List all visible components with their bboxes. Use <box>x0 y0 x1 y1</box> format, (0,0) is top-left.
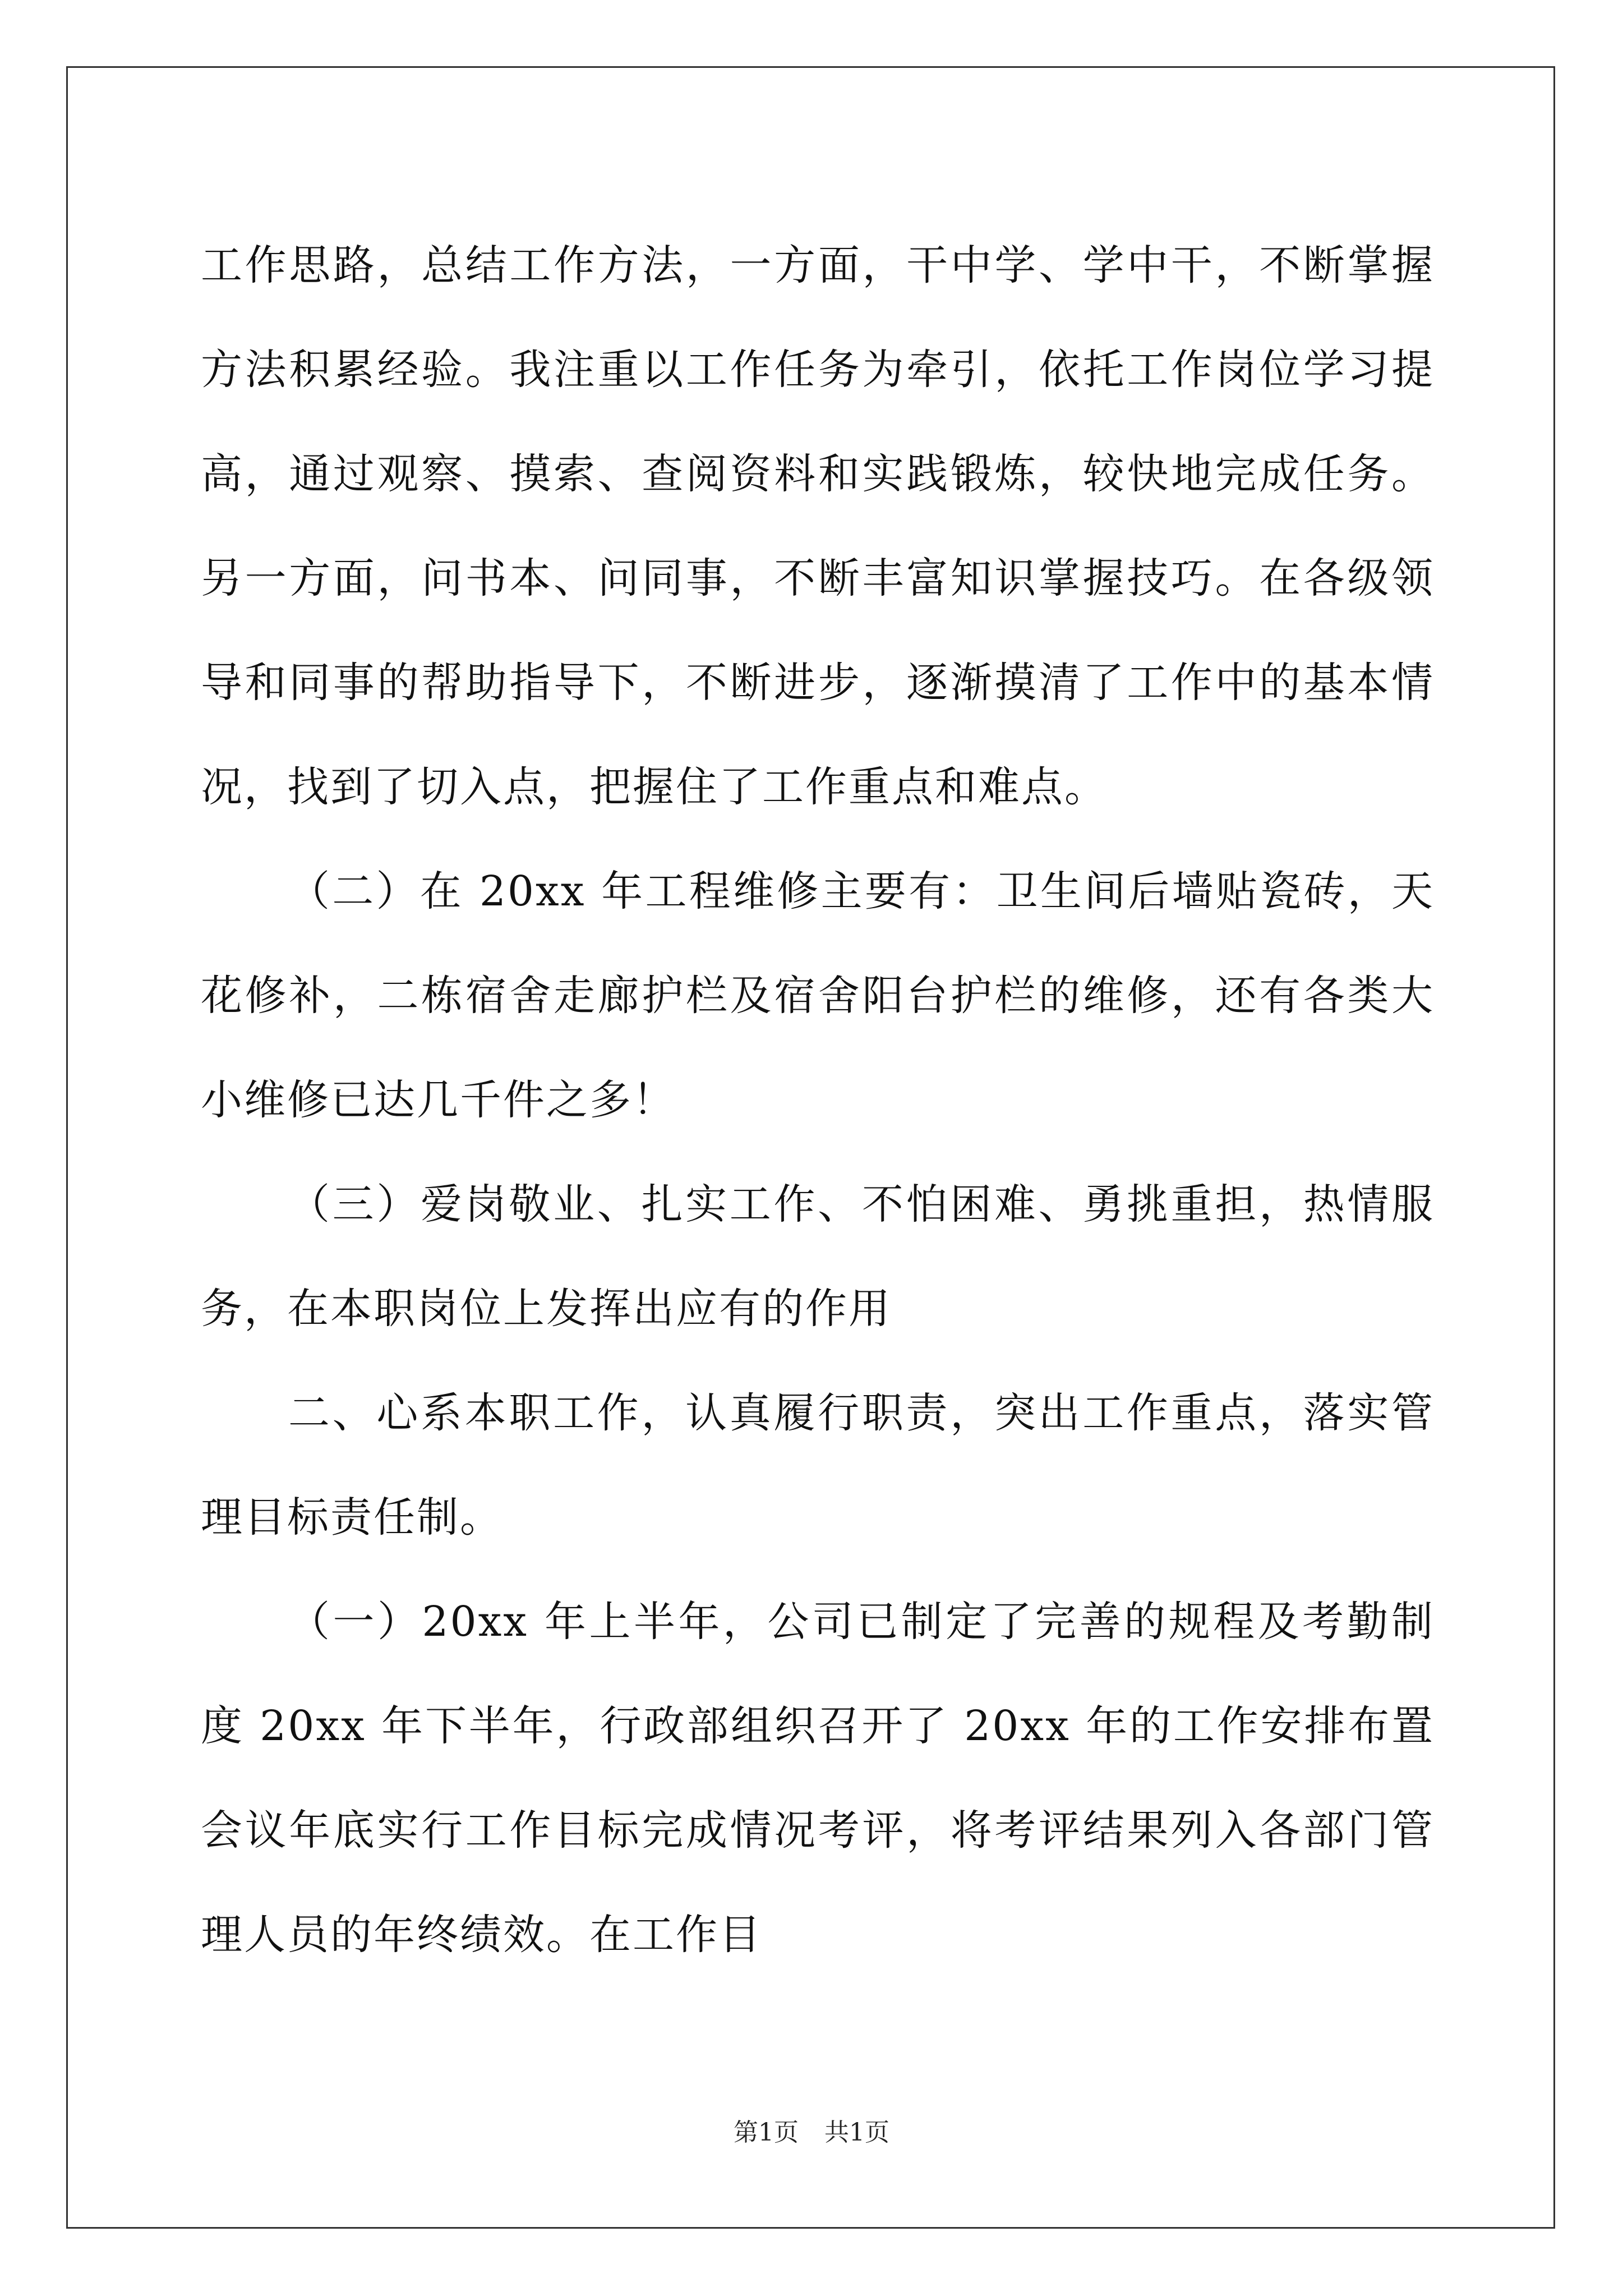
paragraph-1: 工作思路，总结工作方法，一方面，干中学、学中干，不断掌握方法积累经验。我注重以工作任务为牵引，依托工作岗位学习提高，通过观察、摸索、查阅资料和实践锻炼，较快地完成任务。另一方面，问书本、问同事，不断丰富知识掌握技巧。在各级领导和同事的帮助指导下，不断进步，逐渐摸清了工作中的基本情况，找到了切入点，把握住了工作重点和难点。 <box>201 241 1435 811</box>
page-footer <box>0 2112 1623 2148</box>
paragraph-5: （一）20xx 年上半年，公司已制定了完善的规程及考勤制度 20xx 年下半年，行政部组织召开了 20xx 年的工作安排布置会议年底实行工作目标完成情况考评，将考评结果列入各部门管理人员的年终绩效。在工作目 <box>201 1598 1435 1959</box>
page-number: 第1页 <box>734 2118 799 2147</box>
paragraph-4: 二、心系本职工作，认真履行职责，突出工作重点，落实管理目标责任制。 <box>201 1389 1435 1542</box>
page-total: 共1页 <box>824 2118 889 2147</box>
document-body <box>201 213 1435 1987</box>
paragraph-3: （三）爱岗敬业、扎实工作、不怕困难、勇挑重担，热情服务，在本职岗位上发挥出应有的作用 <box>201 1180 1435 1333</box>
paragraph-2: （二）在 20xx 年工程维修主要有：卫生间后墙贴瓷砖，天花修补，二栋宿舍走廊护栏及宿舍阳台护栏的维修，还有各类大小维修已达几千件之多！ <box>201 867 1435 1124</box>
